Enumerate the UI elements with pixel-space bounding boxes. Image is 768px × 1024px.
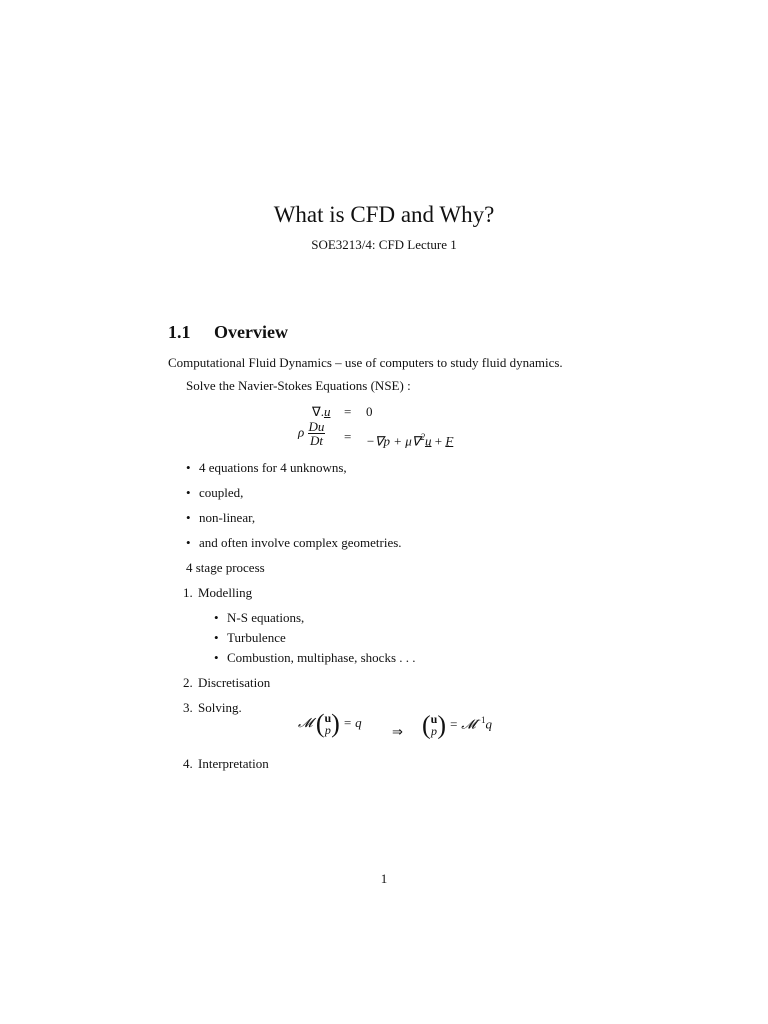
bullet-text: non-linear, xyxy=(199,510,256,525)
bullet-text: and often involve complex geometries. xyxy=(199,535,402,550)
page-title: What is CFD and Why? xyxy=(273,202,495,227)
sub-list-item xyxy=(214,610,304,626)
stage-label: Modelling xyxy=(198,585,253,600)
list-item xyxy=(186,460,347,476)
solve-eq-q: = q xyxy=(343,714,362,730)
eq2-plus: + xyxy=(431,433,446,449)
solve-m: 𝓜 xyxy=(298,714,313,730)
stage-number: 2. xyxy=(183,675,193,690)
bullet-icon: • xyxy=(214,630,219,645)
stage-number: 1. xyxy=(183,585,193,600)
bullet-text: Combustion, multiphase, shocks . . . xyxy=(227,650,416,665)
eq1-lhs: ∇. xyxy=(312,404,324,419)
eq2-rho: ρ xyxy=(298,424,305,440)
eq2-numerator: Du xyxy=(308,419,325,434)
stage-label: Solving. xyxy=(198,700,242,715)
stage-number: 4. xyxy=(183,756,193,771)
bullet-icon: • xyxy=(186,485,191,500)
bullet-text: coupled, xyxy=(199,485,244,500)
eq2-rhs xyxy=(366,429,453,449)
eq1-equals: = xyxy=(344,404,352,419)
eq1-rhs: 0 xyxy=(366,404,373,419)
paren-open-icon: ( xyxy=(422,710,431,740)
stage-item xyxy=(183,675,270,691)
vec-top: u xyxy=(324,711,332,725)
stage-label: Discretisation xyxy=(198,675,271,690)
eq2-rhs-u: u xyxy=(424,433,432,449)
stage-intro: 4 stage process xyxy=(186,560,265,575)
page-subtitle: SOE3213/4: CFD Lecture 1 xyxy=(311,237,457,252)
eq2-rhs-f: F xyxy=(445,433,454,449)
stage-item xyxy=(183,585,252,601)
paren-close-icon: ) xyxy=(437,710,447,740)
eq2-denominator: Dt xyxy=(309,433,323,448)
sub-list-item xyxy=(214,630,286,646)
bullet-icon: • xyxy=(214,610,219,625)
solve-rhs-q: q xyxy=(485,716,492,732)
list-item xyxy=(186,510,255,526)
stage-label: Interpretation xyxy=(198,756,269,771)
section-title: Overview xyxy=(214,322,288,342)
stage-number: 3. xyxy=(183,700,193,715)
section-heading xyxy=(168,320,288,344)
solve-rhs: = 𝓜 xyxy=(449,716,476,732)
paren-close-icon: ) xyxy=(331,709,340,738)
paren-open-icon: ( xyxy=(315,709,325,738)
equation-momentum xyxy=(298,420,325,447)
solve-rhs-sup: −1 xyxy=(475,715,486,725)
stage-item xyxy=(183,756,269,772)
list-item xyxy=(186,535,402,551)
sub-list-item xyxy=(214,650,416,666)
page-number: 1 xyxy=(380,871,388,886)
equation-continuity xyxy=(312,404,330,420)
bullet-icon: • xyxy=(186,510,191,525)
bullet-text: 4 equations for 4 unknowns, xyxy=(199,460,347,475)
implies-icon: ⇒ xyxy=(392,724,403,739)
bullet-icon: • xyxy=(214,650,219,665)
section-number: 1.1 xyxy=(168,322,191,342)
bullet-icon: • xyxy=(186,535,191,550)
vec-bot: p xyxy=(431,724,438,739)
solve-equation-right xyxy=(422,710,492,740)
eq2-equals: = xyxy=(344,429,352,444)
eq2-fraction xyxy=(308,420,326,447)
bullet-text: N-S equations, xyxy=(227,610,305,625)
stage-item xyxy=(183,700,242,716)
bullet-text: Turbulence xyxy=(227,630,286,645)
solve-equation-left xyxy=(298,709,362,738)
eq2-rhs-a: −∇p + μ∇ xyxy=(366,433,421,449)
list-item xyxy=(186,485,243,501)
intro-paragraph: Computational Fluid Dynamics – use of computers to study fluid dynamics. xyxy=(168,355,563,370)
eq1-var: u xyxy=(323,404,331,419)
eq2-rhs-sup: 2 xyxy=(420,432,425,442)
vec-bot: p xyxy=(324,723,331,737)
bullet-icon: • xyxy=(186,460,191,475)
vec-top: u xyxy=(430,712,438,727)
nse-intro: Solve the Navier-Stokes Equations (NSE) : xyxy=(186,378,411,393)
